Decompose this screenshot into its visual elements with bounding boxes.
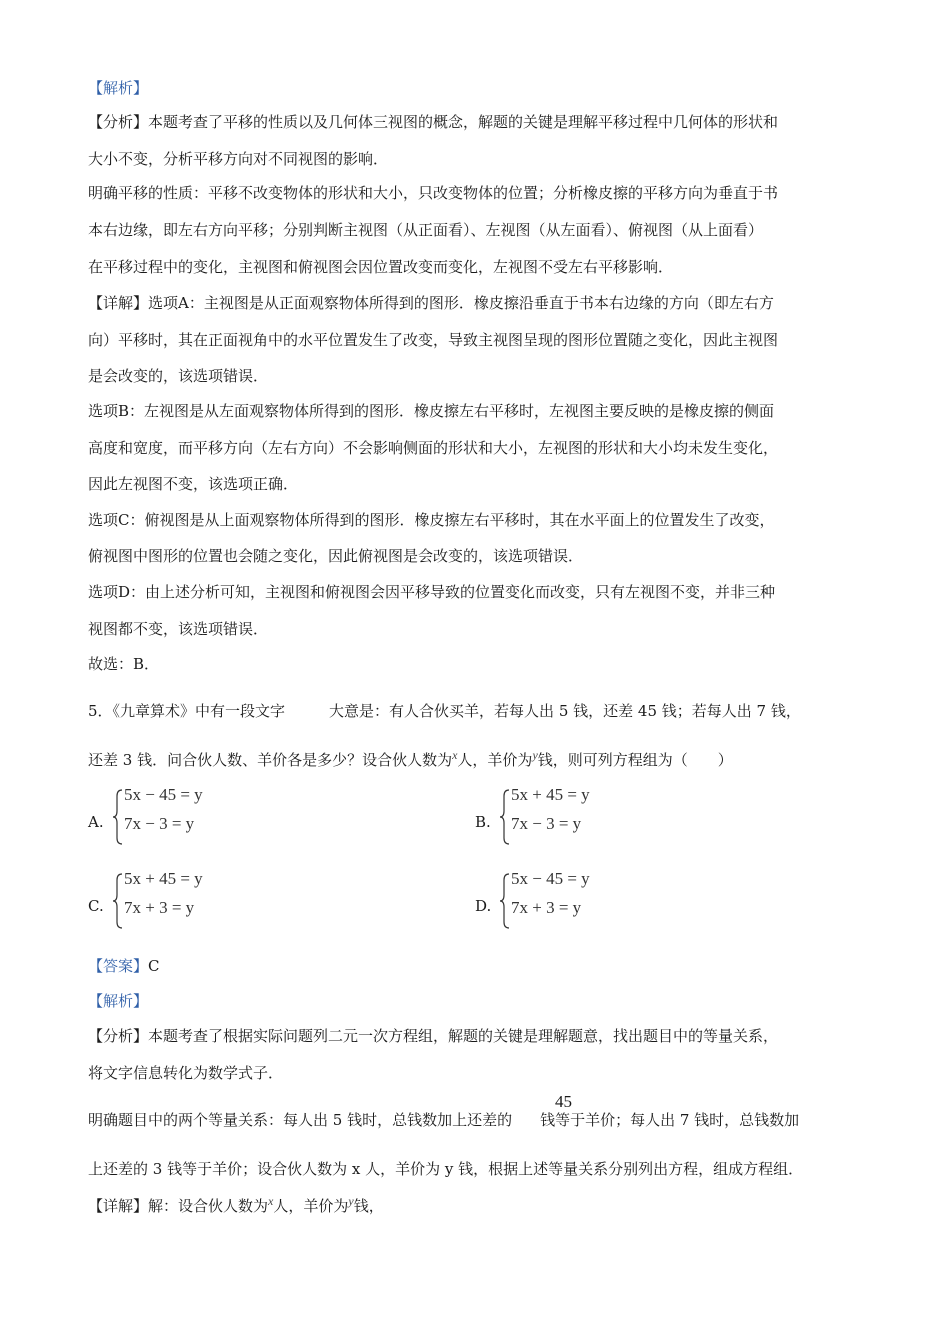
detail-text: 选项A：主视图是从正面观察物体所得到的图形．橡皮擦沿垂直于书本右边缘的方向（即左右方 — [148, 294, 774, 312]
question-text: 大意是：有人合伙买羊，若每人出 5 钱，还差 45 钱；若每人出 7 钱， — [329, 702, 801, 720]
paragraph-line: 向）平移时，其在正面视角中的水平位置发生了改变，导致主视图呈现的图形位置随之变化，因此主视图 — [88, 331, 779, 349]
equation-1: 5x − 45 = y — [511, 869, 590, 888]
paragraph-line: 是会改变的，该选项错误． — [88, 367, 269, 385]
paragraph-line: 上还差的 3 钱等于羊价；设合伙人数为 x 人，羊价为 y 钱，根据上述等量关系分别列出方程，组成方程组． — [88, 1160, 804, 1178]
detail-text: 钱， — [353, 1197, 384, 1215]
analysis-text: 本题考查了根据实际问题列二元一次方程组，解题的关键是理解题意，找出题目中的等量关系， — [148, 1027, 779, 1045]
detail-option-a-line-1 — [88, 293, 774, 313]
equation-system — [499, 869, 629, 930]
equation-system — [112, 869, 242, 930]
equation-system — [499, 785, 629, 846]
detail-text: 人，羊价为 — [273, 1197, 349, 1215]
option-label: B. — [475, 813, 491, 831]
paragraph-line: 选项D：由上述分析可知，主视图和俯视图会因平移导致的位置变化而改变，只有左视图不变，并非三种 — [88, 583, 776, 601]
paragraph-text: 明确题目中的两个等量关系：每人出 5 钱时，总钱数加上还差的 — [88, 1111, 513, 1129]
analysis-heading: 【解析】 — [88, 992, 149, 1010]
equation-1: 5x + 45 = y — [511, 785, 590, 804]
question-text: 5．《九章算术》中有一段文字 — [88, 702, 286, 720]
detail-tag: 【详解】 — [88, 1197, 149, 1215]
paragraph-line: 视图都不变，该选项错误． — [88, 620, 269, 638]
question-5-line-2 — [88, 750, 733, 771]
variable-y: y — [348, 1194, 354, 1208]
question-5-line-1 — [88, 701, 801, 721]
analysis-heading: 【解析】 — [88, 79, 149, 97]
equation-2: 7x + 3 = y — [511, 898, 582, 917]
equation-1: 5x − 45 = y — [124, 785, 203, 804]
paragraph-line — [88, 1110, 799, 1130]
paragraph-line: 因此左视图不变，该选项正确． — [88, 475, 299, 493]
question-text: 人，羊价为 — [457, 751, 533, 769]
left-brace-icon — [499, 788, 511, 846]
answer-tag: 【答案】 — [88, 957, 149, 975]
paragraph-line: 在平移过程中的变化，主视图和俯视图会因位置改变而变化，左视图不受左右平移影响． — [88, 258, 674, 276]
option-label: C. — [88, 897, 104, 915]
option-label: A. — [88, 813, 104, 831]
variable-x: x — [452, 748, 458, 762]
equation-2: 7x − 3 = y — [124, 814, 195, 833]
paragraph-line: 明确平移的性质：平移不改变物体的形状和大小，只改变物体的位置；分析橡皮擦的平移方向为垂直于书 — [88, 184, 779, 202]
option-label: D. — [475, 897, 492, 915]
analysis-tag: 【分析】 — [88, 1027, 149, 1045]
left-brace-icon — [112, 872, 124, 930]
left-brace-icon — [499, 872, 511, 930]
detail-text: 解：设合伙人数为 — [148, 1197, 269, 1215]
paragraph-line: 本右边缘，即左右方向平移；分别判断主视图（从正面看）、左视图（从左面看）、俯视图（从上面看） — [88, 221, 764, 239]
detail-line — [88, 1196, 384, 1217]
paragraph-line: 高度和宽度，而平移方向（左右方向）不会影响侧面的形状和大小，左视图的形状和大小均未发生变化， — [88, 439, 779, 457]
fraction-45: 45 — [555, 1092, 572, 1111]
analysis-summary-line-2: 大小不变，分析平移方向对不同视图的影响． — [88, 150, 389, 168]
paragraph-line: 选项B：左视图是从左面观察物体所得到的图形．橡皮擦左右平移时，左视图主要反映的是橡皮擦的侧面 — [88, 402, 775, 420]
variable-y: y — [532, 748, 538, 762]
paragraph-line: 选项C：俯视图是从上面观察物体所得到的图形．橡皮擦左右平移时，其在水平面上的位置发生了改变， — [88, 511, 775, 529]
question-text: 还差 3 钱．问合伙人数、羊价各是多少？设合伙人数为 — [88, 751, 453, 769]
paragraph-line: 俯视图中图形的位置也会随之变化，因此俯视图是会改变的，该选项错误． — [88, 547, 584, 565]
analysis-summary-line-2: 将文字信息转化为数学式子． — [88, 1064, 284, 1082]
analysis-summary-line-1 — [88, 112, 778, 132]
question-text: 钱，则可列方程组为（ ） — [537, 751, 733, 769]
variable-x: x — [268, 1194, 274, 1208]
detail-tag: 【详解】 — [88, 294, 149, 312]
equation-1: 5x + 45 = y — [124, 869, 203, 888]
equation-2: 7x − 3 = y — [511, 814, 582, 833]
left-brace-icon — [112, 788, 124, 846]
paragraph-text: 钱等于羊价；每人出 7 钱时，总钱数加 — [540, 1111, 800, 1129]
equation-2: 7x + 3 = y — [124, 898, 195, 917]
answer-line — [88, 956, 160, 976]
analysis-summary-line-1 — [88, 1026, 778, 1046]
equation-system — [112, 785, 242, 846]
answer-choice: 故选：B． — [88, 655, 160, 673]
analysis-text: 本题考查了平移的性质以及几何体三视图的概念，解题的关键是理解平移过程中几何体的形状和 — [148, 113, 779, 131]
analysis-tag: 【分析】 — [88, 113, 149, 131]
answer-value: C — [148, 957, 160, 975]
